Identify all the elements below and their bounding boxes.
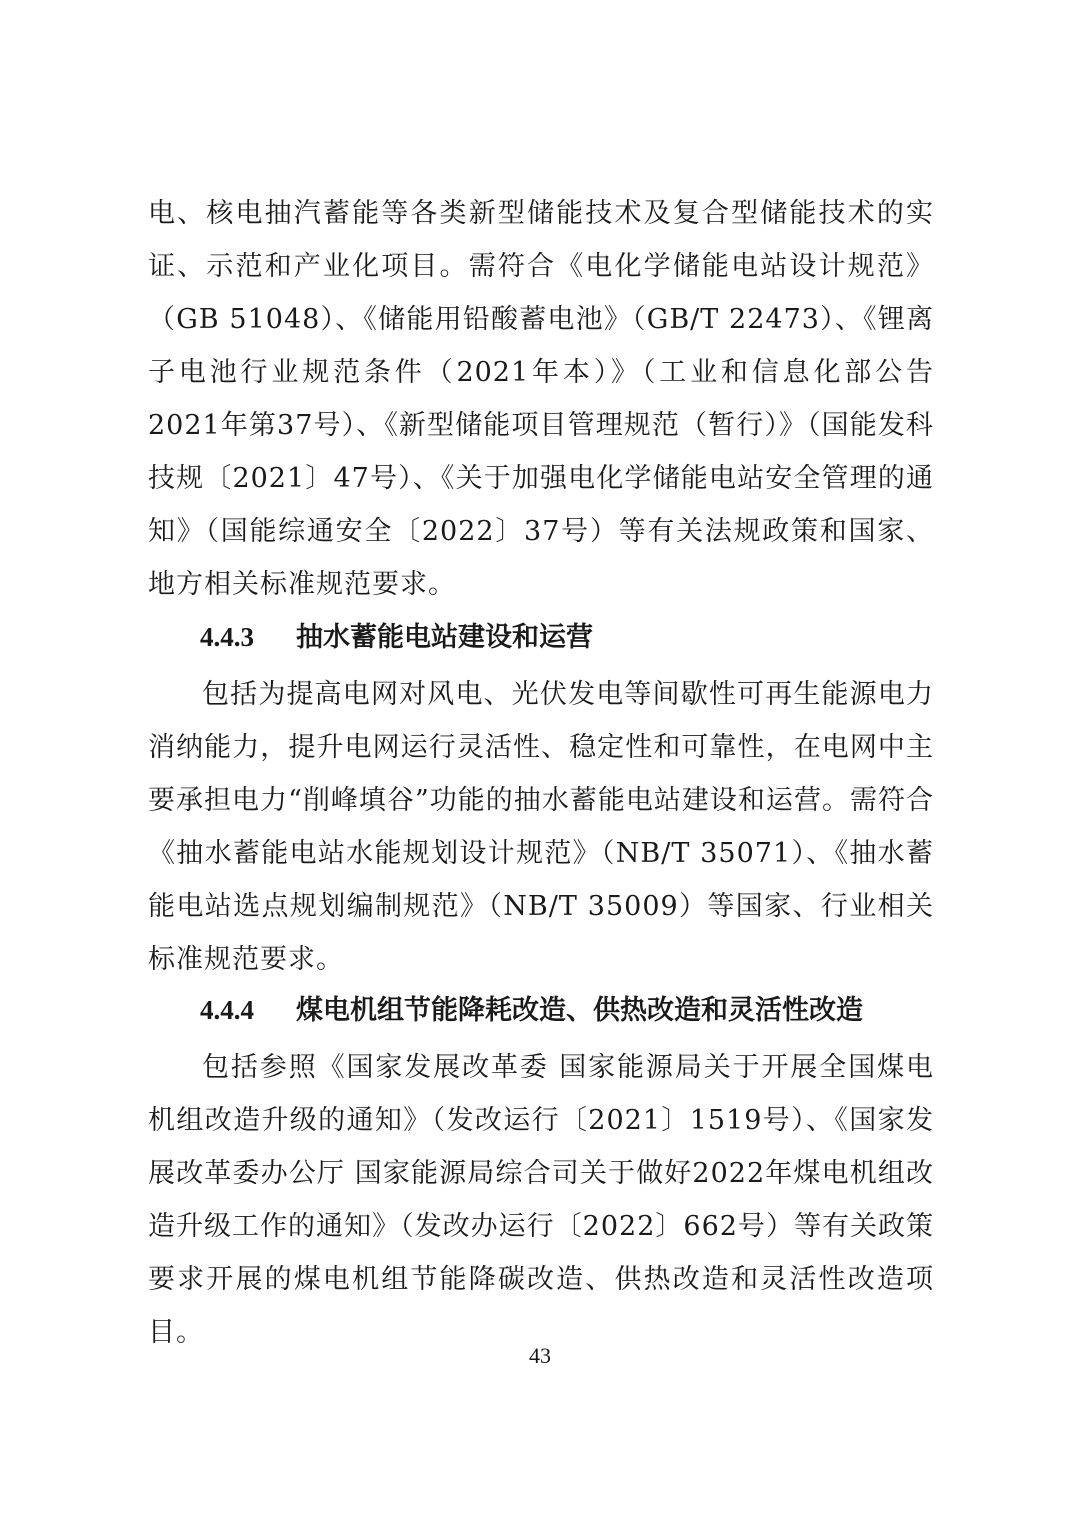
paragraph-energy-storage-standards: 电、核电抽汽蓄能等各类新型储能技术及复合型储能技术的实证、示范和产业化项目。需符合《电化学储能电站设计规范》（GB 51048）、《储能用铅酸蓄电池》（GB/T 22473）、《锂离子电池行业规范条件（2021年本）》（工业和信息化部公告2021年第37号）、《新型储能项目管理规范（暂行）》（国能发科技规〔2021〕47号）、《关于加强电化学储能电站安全管理的通知》（国能综通安全〔2022〕37号）等有关法规政策和国家、地方相关标准规范要求。 — [148, 198, 934, 600]
paragraph-coal-power-retrofit: 包括参照《国家发展改革委 国家能源局关于开展全国煤电机组改造升级的通知》（发改运行〔2021〕1519号）、《国家发展改革委办公厅 国家能源局综合司关于做好2022年煤电机组改造升级工作的通知》（发改办运行〔2022〕662号）等有关政策要求开展的煤电机组节能降碳改造、供热改造和灵活性改造项目。 — [148, 1052, 934, 1348]
section-number: 4.4.3 — [200, 622, 254, 652]
section-title: 抽水蓄能电站建设和运营 — [296, 622, 593, 653]
section-title: 煤电机组节能降耗改造、供热改造和灵活性改造 — [296, 995, 863, 1026]
section-heading-4-4-3 — [200, 617, 593, 658]
paragraph-pumped-storage: 包括为提高电网对风电、光伏发电等间歇性可再生能源电力消纳能力，提升电网运行灵活性、稳定性和可靠性，在电网中主要承担电力“削峰填谷”功能的抽水蓄能电站建设和运营。需符合《抽水蓄能电站水能规划设计规范》（NB/T 35071）、《抽水蓄能电站选点规划编制规范》（NB/T 35009）等国家、行业相关标准规范要求。 — [148, 679, 934, 975]
section-number: 4.4.4 — [200, 995, 254, 1025]
page-number: 43 — [529, 1343, 551, 1368]
section-heading-4-4-4 — [200, 990, 863, 1031]
